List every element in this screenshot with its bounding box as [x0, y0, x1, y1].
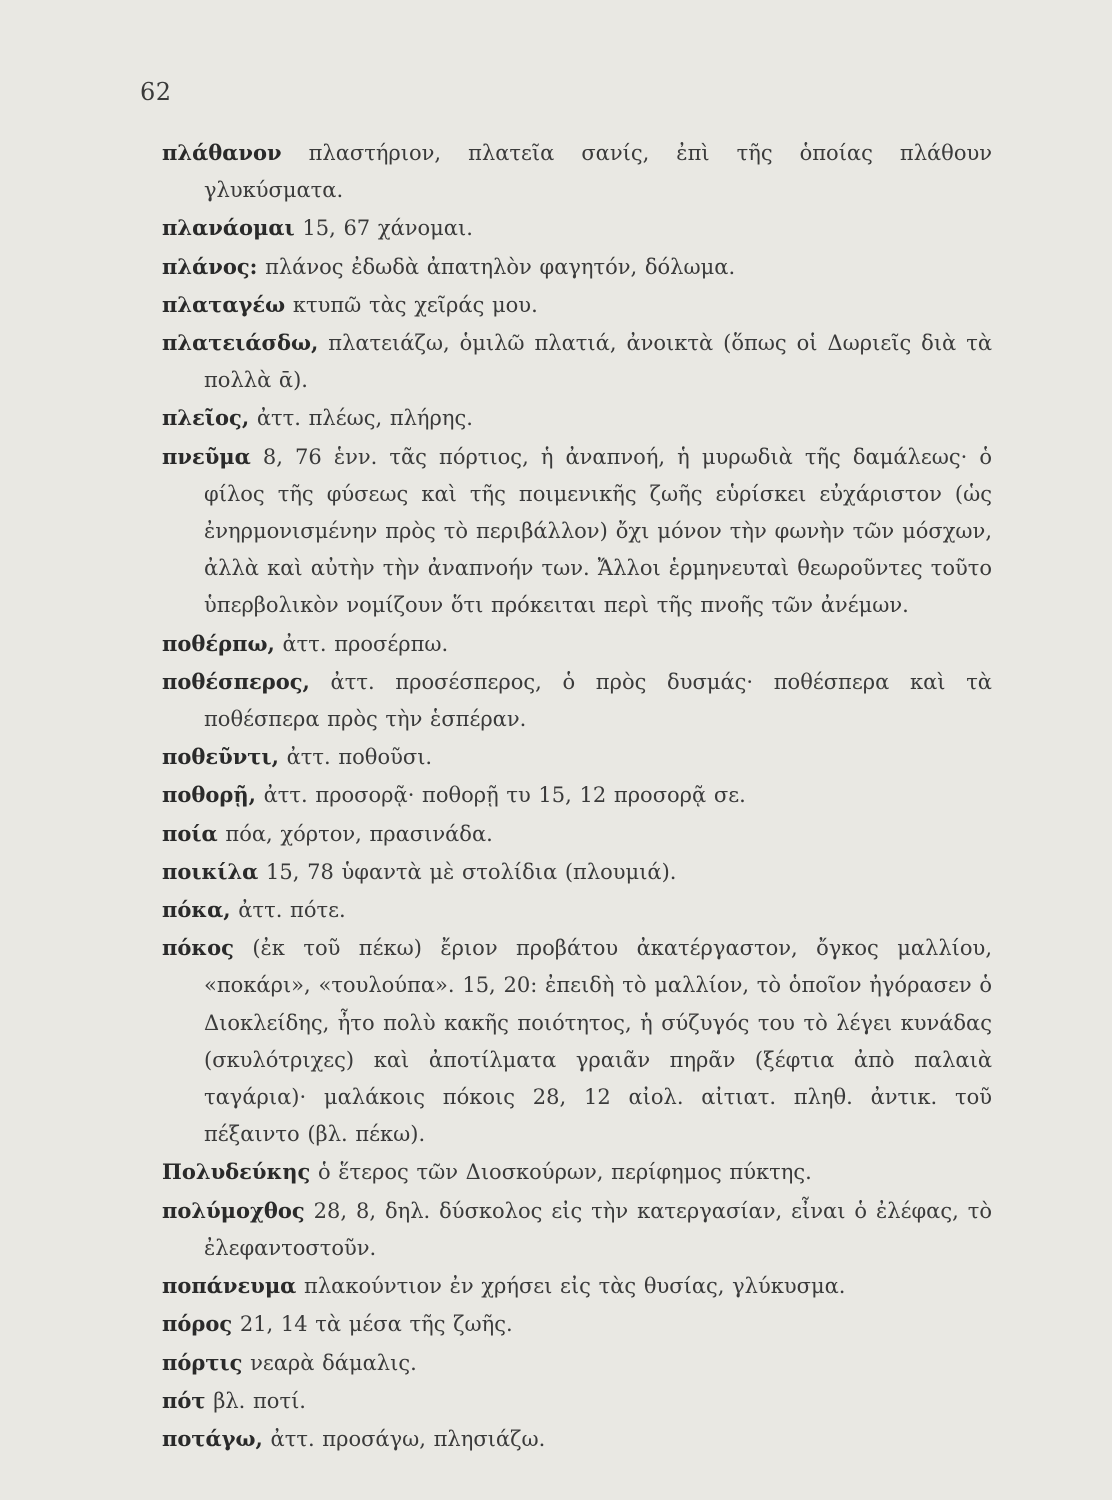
glossary-entry: [162, 438, 992, 625]
glossary-entry: [162, 1153, 992, 1191]
glossary-entry: [162, 1420, 992, 1458]
headword: ποικίλα: [162, 858, 259, 884]
glossary-entry: [162, 134, 992, 209]
glossary-entry: [162, 776, 992, 814]
page-number: 62: [140, 78, 172, 106]
headword: πλαταγέω: [162, 291, 286, 317]
glossary-entry: [162, 399, 992, 437]
headword: πόκος: [162, 935, 234, 961]
definition: 15, 67 χάνομαι.: [302, 216, 473, 241]
glossary-entry: [162, 929, 992, 1153]
definition: ἀττ. προσέρπω.: [282, 631, 449, 656]
headword: πόρος: [162, 1311, 233, 1337]
definition: βλ. ποτί.: [213, 1388, 306, 1413]
headword: πνεῦμα: [162, 443, 251, 469]
headword: ποθορῇ,: [162, 782, 256, 808]
glossary-entry: [162, 286, 992, 324]
definition: 21, 14 τὰ μέσα τῆς ζωῆς.: [239, 1312, 513, 1337]
definition: νεαρὰ δάμαλις.: [250, 1350, 417, 1375]
headword: πλανάομαι: [162, 215, 295, 241]
definition: (ἐκ τοῦ πέκω) ἔριον προβάτου ἀκατέργαστον, ὄγκος μαλλίου, «ποκάρι», «τουλούπα». 15, 20: ἐπειδὴ τὸ μαλλίον, τὸ ὁποῖον ἠγόρασεν ὁ Διοκλείδης, ἦτο πολὺ κακῆς ποιότητος, ἡ σύζυγός του τὸ λέγει κυνάδας (σκυλότριχες) καὶ ἀποτίλματα γραιᾶν πηρᾶν (ξέφτια ἀπὸ παλαιὰ ταγάρια)· μαλάκοις πόκοις 28, 12 αἰολ. αἰτιατ. πληθ. ἀντικ. τοῦ πέξαιντο (βλ. πέκω).: [204, 936, 992, 1147]
headword: πολύμοχθος: [162, 1197, 305, 1223]
definition: ἀττ. πότε.: [238, 898, 346, 923]
glossary-entry: [162, 1305, 992, 1343]
definition: πλάνος ἐδωδὰ ἀπατηλὸν φαγητόν, δόλωμα.: [265, 254, 736, 279]
glossary-entry: [162, 1344, 992, 1382]
glossary-entry: [162, 1267, 992, 1305]
glossary-entry: [162, 853, 992, 891]
definition: 28, 8, δηλ. δύσκολος εἰς τὴν κατεργασίαν, εἶναι ὁ ἐλέφας, τὸ ἐλεφαντοστοῦν.: [204, 1198, 992, 1260]
definition: πόα, χόρτον, πρασινάδα.: [225, 821, 493, 846]
definition: ἀττ. προσάγω, πλησιάζω.: [270, 1426, 546, 1451]
headword: πόρτις: [162, 1349, 243, 1375]
glossary-entry: [162, 1382, 992, 1420]
glossary-entry: [162, 738, 992, 776]
definition: ἀττ. προσορᾷ· ποθορῇ τυ 15, 12 προσορᾷ σε.: [263, 783, 746, 808]
headword: Πολυδεύκης: [162, 1159, 311, 1185]
glossary-entry: [162, 248, 992, 286]
headword: ποτάγω,: [162, 1425, 263, 1451]
definition: κτυπῶ τὰς χεῖράς μου.: [292, 292, 538, 317]
glossary-entries: [162, 134, 992, 1458]
definition: ὁ ἕτερος τῶν Διοσκούρων, περίφημος πύκτης.: [317, 1160, 812, 1185]
headword: ποθέσπερος,: [162, 668, 310, 694]
headword: ποία: [162, 820, 218, 846]
headword: πόκα,: [162, 897, 231, 923]
headword: πλάθανον: [162, 140, 282, 165]
headword: ποπάνευμα: [162, 1273, 297, 1299]
definition: 15, 78 ὑφαντὰ μὲ στολίδια (πλουμιά).: [266, 859, 677, 884]
definition: πλαστήριον, πλατεῖα σανίς, ἐπὶ τῆς ὁποίας πλάθουν γλυκύσματα.: [204, 141, 992, 203]
headword: πλατειάσδω,: [162, 330, 319, 356]
definition: 8, 76 ἑνν. τᾶς πόρτιος, ἡ ἀναπνοή, ἡ μυρωδιὰ τῆς δαμάλεως· ὁ φίλος τῆς φύσεως καὶ τῆς ποιμενικῆς ζωῆς εὑρίσκει εὐχάριστον (ὡς ἐνηρμονισμένην πρὸς τὸ περιβάλλον) ὄχι μόνον τὴν φωνὴν τῶν μόσχων, ἀλλὰ καὶ αὐτὴν τὴν ἀναπνοήν των. Ἄλλοι ἑρμηνευταὶ θεωροῦντες τοῦτο ὑπερβολικὸν νομίζουν ὅτι πρόκειται περὶ τῆς πνοῆς τῶν ἀνέμων.: [204, 444, 992, 618]
definition: ἀττ. πλέως, πλήρης.: [256, 406, 473, 431]
glossary-entry: [162, 625, 992, 663]
glossary-entry: [162, 891, 992, 929]
definition: πλακούντιον ἐν χρήσει εἰς τὰς θυσίας, γλύκυσμα.: [304, 1274, 846, 1299]
definition: πλατειάζω, ὁμιλῶ πλατιά, ἀνοικτὰ (ὅπως οἱ Δωριεῖς διὰ τὰ πολλὰ ᾱ).: [204, 331, 992, 393]
glossary-entry: [162, 1192, 992, 1267]
definition: ἀττ. ποθοῦσι.: [286, 745, 433, 770]
glossary-entry: [162, 324, 992, 399]
headword: πλεῖος,: [162, 405, 250, 431]
glossary-entry: [162, 209, 992, 247]
definition: ἀττ. προσέσπερος, ὁ πρὸς δυσμάς· ποθέσπερα καὶ τὰ ποθέσπερα πρὸς τὴν ἑσπέραν.: [204, 669, 992, 732]
headword: πλάνος:: [162, 253, 258, 279]
glossary-entry: [162, 815, 992, 853]
headword: πότ: [162, 1387, 206, 1413]
headword: ποθεῦντι,: [162, 744, 279, 770]
headword: ποθέρπω,: [162, 630, 275, 656]
glossary-entry: [162, 663, 992, 738]
